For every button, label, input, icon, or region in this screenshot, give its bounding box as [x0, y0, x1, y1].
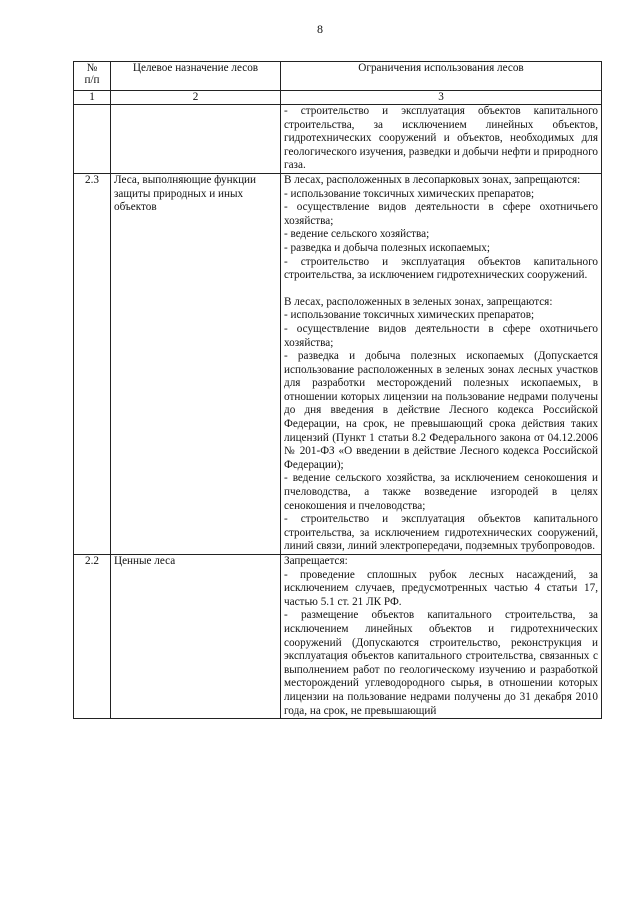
restriction-line: Запрещается: — [284, 555, 348, 567]
column-number-1: 1 — [74, 91, 111, 105]
column-number-2: 2 — [111, 91, 281, 105]
forest-restrictions-table — [73, 61, 602, 719]
row-purpose: Леса, выполняющие функции защиты природных и иных объектов — [111, 173, 281, 554]
table-row — [74, 173, 602, 554]
restriction-line: - разведка и добыча полезных ископаемых; — [284, 241, 490, 254]
restriction-line: - использование токсичных химических препаратов; — [284, 309, 535, 322]
table-row — [74, 105, 602, 174]
row-restrictions — [281, 555, 602, 719]
restriction-line: В лесах, расположенных в зеленых зонах, запрещаются: — [284, 295, 553, 308]
table-row — [74, 555, 602, 719]
restriction-line: - ведение сельского хозяйства, за исключением сенокошения и пчеловодства, а также возведение изгородей в целях сенокошения и пчеловодства; — [284, 472, 598, 512]
column-numbers-row — [74, 91, 602, 105]
header-number — [74, 62, 111, 91]
restriction-line: - проведение сплошных рубок лесных насаждений, за исключением случаев, предусмотренных частью 4 статьи 17, частью 5.1 ст. 21 ЛК РФ. — [284, 568, 598, 608]
header-restrictions: Ограничения использования лесов — [281, 62, 602, 91]
column-number-3: 3 — [281, 91, 602, 105]
header-purpose: Целевое назначение лесов — [111, 62, 281, 91]
row-number: 2.2 — [74, 555, 111, 719]
restriction-line: В лесах, расположенных в лесопарковых зонах, запрещаются: — [284, 173, 581, 186]
row-purpose — [111, 105, 281, 174]
row-number — [74, 105, 111, 174]
row-number: 2.3 — [74, 173, 111, 554]
restriction-line: - осуществление видов деятельности в сфере охотничьего хозяйства; — [284, 322, 598, 349]
restriction-line: - использование токсичных химических препаратов; — [284, 187, 535, 200]
row-purpose: Ценные леса — [111, 555, 281, 719]
page-number: 8 — [317, 22, 323, 36]
restriction-line: - осуществление видов деятельности в сфере охотничьего хозяйства; — [284, 201, 598, 227]
row-restrictions — [281, 105, 602, 174]
header-number-abbr: п/п — [84, 74, 100, 86]
table-header-row — [74, 62, 602, 91]
row-restrictions — [281, 173, 602, 554]
restriction-line: - разведка и добыча полезных ископаемых (Допускается использование расположенных в зеленых зонах лесных участков для разработки месторождений полезных ископаемых, в отношении которых лицензии на пользование недрами получены до дня введения в действие Лесного кодекса Российской Федерации, на срок, не превышающий срока действия таких лицензий (Пункт 1 статьи 8.2 Федерального закона от 04.12.2006 № 201-ФЗ «О введении в действие Лесного кодекса Российской Федерации); — [284, 350, 598, 471]
restriction-line: - строительство и эксплуатация объектов капитального строительства, за исключением линейных объектов, гидротехнических сооружений и объектов, необходимых для геологического изучения, разведки и добычи нефти и природного газа. — [284, 105, 598, 172]
header-number-symbol: № — [86, 62, 98, 74]
restriction-line: - ведение сельского хозяйства; — [284, 228, 430, 241]
restriction-line: - строительство и эксплуатация объектов капитального строительства, за исключением гидротехнических сооружений, линий связи, линий электропередачи, подземных трубопроводов. — [284, 513, 598, 553]
restriction-line: - размещение объектов капитального строительства, за исключением линейных объектов и гидротехнических сооружений (Допускаются строительство, реконструкция и эксплуатация объектов капитального строительства, связанных с выполнением работ по геологическому изучению и разработкой месторождений углеводородного сырья, в отношении которых лицензии на пользование недрами получены до 31 декабря 2010 года, на срок, не превышающий — [284, 609, 598, 717]
restriction-line: - строительство и эксплуатация объектов капитального строительства, за исключением гидротехнических сооружений. — [284, 255, 598, 282]
paragraph-gap — [284, 283, 598, 296]
